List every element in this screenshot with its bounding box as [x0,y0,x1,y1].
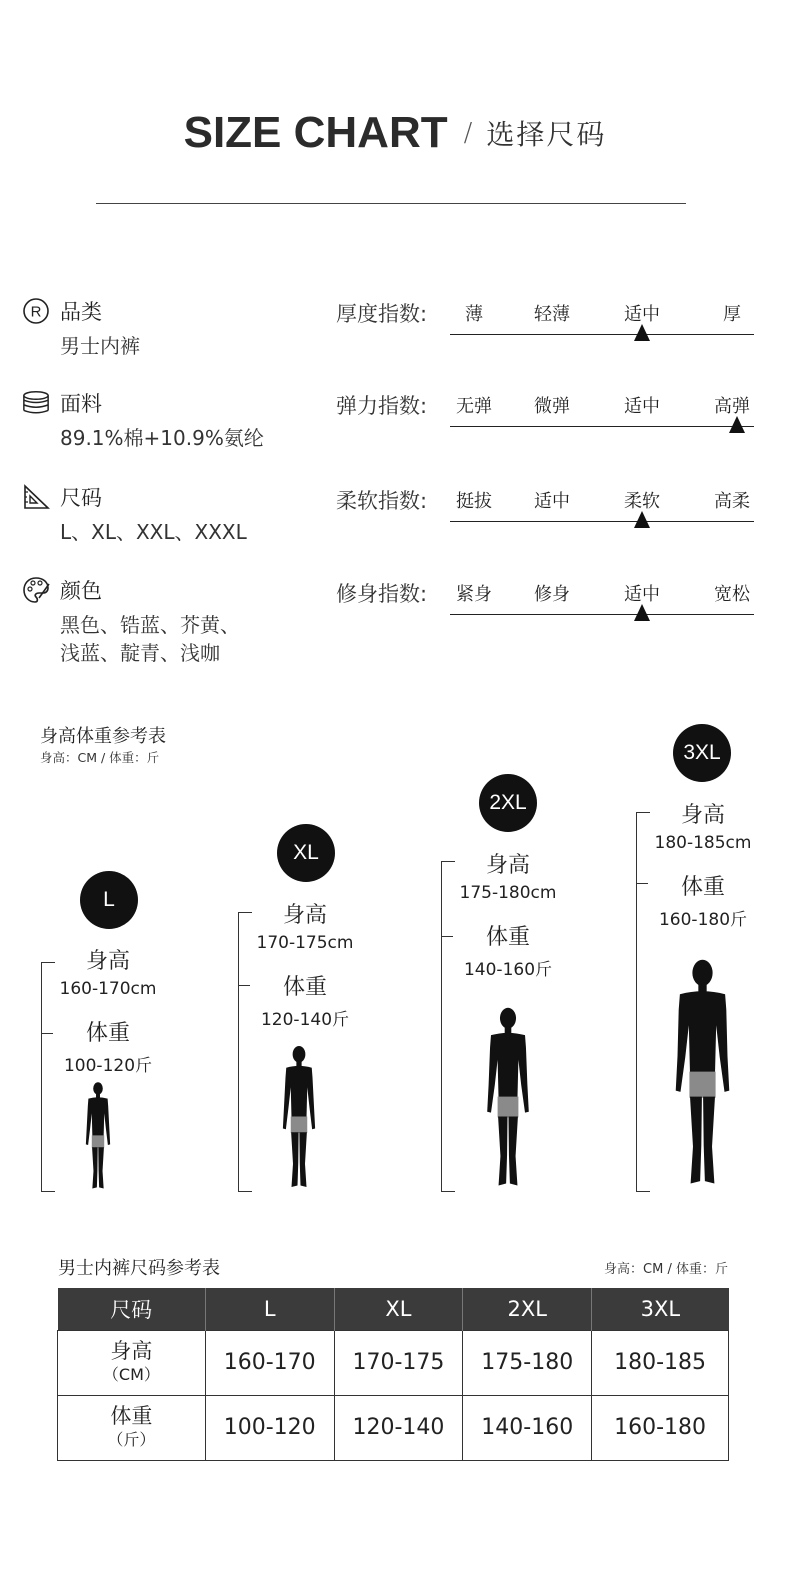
figure-stats-l [43,944,173,999]
height-bracket [636,812,650,1192]
weight-label: 体重 [282,975,327,1000]
index-label: 修身指数: [336,582,428,606]
title-separator: / [463,118,473,148]
table-cell: 180-185 [592,1330,729,1395]
attribute-label: 颜色 [60,579,102,603]
height-bracket [238,912,252,1192]
selected-marker-icon [634,604,650,621]
figure-weight-2xl [443,920,573,980]
index-option: 适中 [624,584,660,605]
attribute-color [22,575,322,667]
row-unit: （CM） [102,1364,160,1384]
weight-label: 体重 [485,925,530,950]
height-bracket [441,861,455,1192]
figure-stats-3xl [638,798,768,853]
size-table [57,1288,729,1461]
height-value: 180-185cm [654,833,752,853]
table-header-cell: 尺码 [58,1288,206,1330]
table-row [58,1330,729,1395]
index-scale-line [450,521,754,522]
index-option: 适中 [534,491,570,512]
index-option: 修身 [534,584,570,605]
index-option: 柔软 [624,491,660,512]
attribute-label: 品类 [60,300,102,324]
table-header-cell: 3XL [592,1288,729,1330]
table-cell: 170-175 [334,1330,463,1395]
table-row-header [58,1330,206,1395]
index-option: 无弹 [456,396,492,417]
table-header-cell: 2XL [463,1288,592,1330]
figure-weight-3xl [638,870,768,930]
index-thickness [336,298,756,358]
attribute-value [60,611,322,667]
index-option: 薄 [465,304,483,325]
index-fit [336,578,756,638]
header-divider [96,203,686,204]
index-scale-line [450,334,754,335]
index-option: 适中 [624,396,660,417]
attribute-value-line: 浅蓝、靛青、浅咖 [60,641,220,665]
index-elasticity [336,390,756,450]
svg-text:R: R [30,303,42,321]
man-silhouette-icon [268,1043,330,1193]
man-silhouette-icon [469,1004,547,1193]
fabric-roll-icon [22,389,50,417]
attribute-label: 尺码 [60,486,102,510]
table-row-header [58,1395,206,1460]
table-header-cell: XL [334,1288,463,1330]
selected-marker-icon [634,511,650,528]
height-label: 身高 [485,853,530,878]
size-badge-xl: XL [277,824,335,882]
attribute-category [22,296,322,360]
set-square-ruler-icon [22,483,50,511]
index-option: 紧身 [456,584,492,605]
reference-title: 身高体重参考表 [40,726,166,747]
index-options [456,392,760,416]
index-option: 高柔 [714,491,750,512]
weight-value: 160-180斤 [658,910,748,930]
index-option: 挺拔 [456,491,492,512]
row-label: 身高 [110,1338,153,1363]
index-label: 厚度指数: [336,302,428,326]
figure-weight-l [43,1016,173,1076]
man-silhouette-icon [655,955,750,1193]
registered-icon [22,297,50,325]
height-value: 160-170cm [59,979,157,999]
index-option: 适中 [624,304,660,325]
selected-marker-icon [634,324,650,341]
height-value: 175-180cm [459,883,557,903]
weight-value: 120-140斤 [260,1010,350,1030]
height-label: 身高 [282,903,327,928]
figure-stats-xl [240,898,370,953]
man-silhouette-icon [74,1080,122,1193]
size-badge-2xl: 2XL [479,774,537,832]
index-options [456,300,760,324]
table-cell: 160-170 [205,1330,334,1395]
size-badge-l: L [80,871,138,929]
index-option: 宽松 [714,584,750,605]
index-option: 轻薄 [534,304,570,325]
index-label: 柔软指数: [336,489,428,513]
row-unit: （斤） [107,1429,156,1449]
weight-value: 140-160斤 [463,960,553,980]
reference-units: 身高：CM / 体重：斤 [40,750,160,765]
table-cell: 175-180 [463,1330,592,1395]
palette-icon [22,576,50,604]
table-row [58,1395,729,1460]
page-header [0,108,790,158]
table-cell: 160-180 [592,1395,729,1460]
attribute-value-line: 黑色、锆蓝、芥黄、 [60,613,240,637]
table-header-row [58,1288,729,1330]
attribute-value: 男士内裤 [60,334,140,358]
attribute-size [22,482,322,546]
index-scale-line [450,614,754,615]
height-label: 身高 [680,803,725,828]
attribute-value: 89.1%棉+10.9%氨纶 [60,426,264,450]
index-option: 微弹 [534,396,570,417]
table-cell: 100-120 [205,1395,334,1460]
index-options [456,580,760,604]
figure-weight-xl [240,970,370,1030]
table-cell: 120-140 [334,1395,463,1460]
table-header-cell: L [205,1288,334,1330]
table-units: 身高：CM / 体重：斤 [604,1262,728,1277]
selected-marker-icon [729,416,745,433]
height-label: 身高 [85,949,130,974]
weight-label: 体重 [680,875,725,900]
attribute-fabric [22,388,322,452]
figure-stats-2xl [443,848,573,903]
table-cell: 140-160 [463,1395,592,1460]
index-label: 弹力指数: [336,394,428,418]
attribute-value: L、XL、XXL、XXXL [60,520,247,544]
table-title: 男士内裤尺码参考表 [58,1258,220,1279]
weight-value: 100-120斤 [63,1056,153,1076]
index-softness [336,485,756,545]
size-badge-3xl: 3XL [673,724,731,782]
page-subtitle: 选择尺码 [486,118,607,151]
index-option: 厚 [723,304,741,325]
page-title: SIZE CHART [183,108,448,157]
weight-label: 体重 [85,1021,130,1046]
attribute-label: 面料 [60,392,102,416]
index-option: 高弹 [714,396,750,417]
index-scale-line [450,426,754,427]
index-options [456,487,760,511]
height-value: 170-175cm [256,933,354,953]
row-label: 体重 [110,1403,153,1428]
